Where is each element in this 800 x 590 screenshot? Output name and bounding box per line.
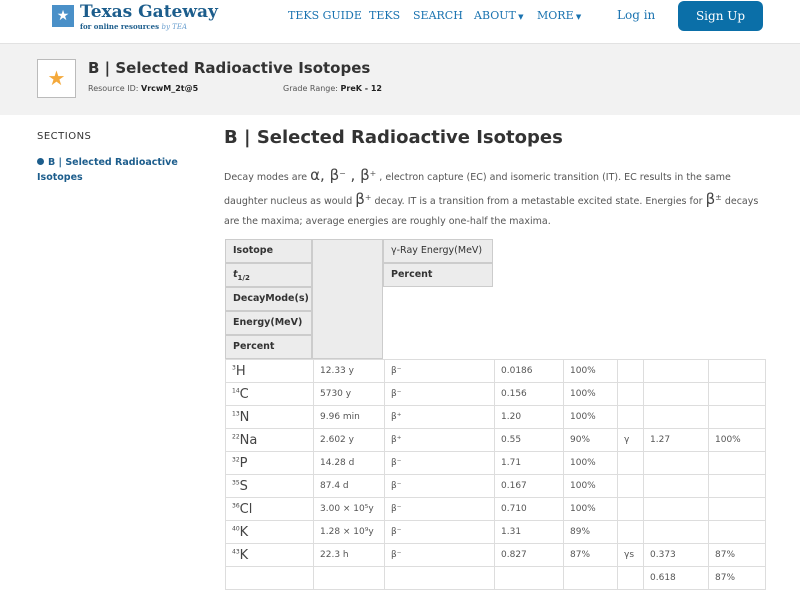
table-cell [618,521,644,544]
table-cell: β⁻ [385,452,495,475]
section-link-label: B | Selected Radioactive Isotopes [37,157,178,183]
table-cell: 0.710 [495,498,564,521]
mass-number: 3 [232,364,236,372]
table-row [226,360,766,383]
header-t: t [233,269,238,280]
table-cell [644,521,709,544]
table-cell [618,498,644,521]
table-cell: 5730 y [314,383,385,406]
table-cell [709,475,766,498]
caret-down-icon: ▼ [573,13,582,21]
header-sub: 1/2 [237,273,250,282]
intro-text: Decay modes are [224,172,311,184]
table-cell: β⁻ [385,360,495,383]
table-cell [618,383,644,406]
table-cell: 0.0186 [495,360,564,383]
header-gamma-percent: Percent [383,263,493,287]
mass-number: 22 [232,433,240,441]
element-symbol: P [239,455,248,471]
table-cell: β⁻ [385,498,495,521]
table-cell: 90% [564,429,618,452]
table-row [226,406,766,429]
mass-number: 36 [232,502,240,510]
symbol: β [705,190,716,209]
bullet-icon [37,158,44,165]
nav-search[interactable]: SEARCH [413,9,463,22]
table-cell [618,406,644,429]
mass-number: 14 [232,387,240,395]
table-row [226,498,766,521]
logo-subtitle [80,22,187,31]
table-cell: 100% [709,429,766,452]
table-cell [618,452,644,475]
isotope-cell [226,406,314,429]
table-cell: β⁻ [385,475,495,498]
mass-number: 13 [232,410,240,418]
header-spacer [312,239,383,359]
table-row [226,567,766,590]
header-gamma-energy: γ-Ray Energy(MeV) [383,239,493,263]
element-symbol: S [239,478,248,494]
table-cell [644,475,709,498]
logo-title: Texas Gateway [80,2,218,22]
table-cell [709,360,766,383]
table-cell: β⁻ [385,383,495,406]
table-cell: 87% [564,544,618,567]
table-row [226,452,766,475]
star-icon: ★ [52,5,74,27]
table-row [226,475,766,498]
element-symbol: K [239,524,249,540]
isotope-cell [226,567,314,590]
table-cell: 0.827 [495,544,564,567]
table-cell: 100% [564,406,618,429]
nav-teks[interactable]: TEKS [369,9,401,22]
nav-more[interactable] [537,9,581,22]
header-isotope: Isotope [225,239,312,263]
table-cell: 1.71 [495,452,564,475]
logo-sub-text: for online resources [80,22,160,31]
table-cell [644,452,709,475]
table-cell [709,406,766,429]
resource-id-value: VrcwM_2t@5 [141,84,199,93]
table-cell: γ [618,429,644,452]
table-cell [644,406,709,429]
table-cell: 1.20 [495,406,564,429]
table-cell [644,383,709,406]
section-title: B | Selected Radioactive Isotopes [224,127,563,148]
table-cell [709,383,766,406]
isotope-cell [226,452,314,475]
login-link[interactable]: Log in [617,8,656,22]
table-cell [618,360,644,383]
signup-button[interactable]: Sign Up [678,1,763,31]
element-symbol: Na [239,432,258,448]
mass-number: 43 [232,548,240,556]
texas-gateway-logo[interactable] [38,2,238,32]
table-cell: 0.618 [644,567,709,590]
table-cell: 100% [564,498,618,521]
table-cell: 87% [709,544,766,567]
section-link[interactable] [37,155,197,185]
table-cell [709,452,766,475]
table-row [226,521,766,544]
header-energy: Energy(MeV) [225,311,312,335]
isotope-cell [226,429,314,452]
table-row [226,383,766,406]
table-cell [564,567,618,590]
symbol: , β [345,166,370,185]
table-row [226,429,766,452]
intro-paragraph [224,164,769,232]
element-symbol: C [239,386,249,402]
table-cell: 0.55 [495,429,564,452]
intro-text: decays are the maxima; average energies are roughly one-half the maxima. [224,196,759,228]
element-symbol: Cl [239,501,253,517]
table-cell: β⁺ [385,406,495,429]
header-percent: Percent [225,335,312,359]
element-symbol: H [235,363,246,379]
table-cell: 0.373 [644,544,709,567]
mass-number: 32 [232,456,240,464]
resource-header [0,44,800,115]
table-cell: 14.28 d [314,452,385,475]
table-cell: γs [618,544,644,567]
mass-number: 40 [232,525,240,533]
table-cell: 87.4 d [314,475,385,498]
symbol: α, β [310,166,340,185]
nav-about[interactable] [474,9,523,22]
grade-range-label: Grade Range: [283,84,338,93]
logo-by-text: by TEA [161,23,187,31]
table-cell: 100% [564,475,618,498]
grade-range-value: PreK - 12 [340,84,382,93]
table-cell [618,567,644,590]
sections-heading: SECTIONS [37,131,92,142]
table-cell [314,567,385,590]
nav-about-label: ABOUT [474,9,516,22]
table-cell [644,498,709,521]
table-cell [709,521,766,544]
symbol-sup: − [339,169,346,178]
table-cell: 100% [564,360,618,383]
table-cell: 100% [564,452,618,475]
table-cell: 1.28 × 10⁹y [314,521,385,544]
table-cell: 0.156 [495,383,564,406]
top-navbar [0,0,800,44]
resource-id-label: Resource ID: [88,84,139,93]
symbol-sup: + [369,169,377,178]
grade-range [283,84,382,93]
table-cell [618,475,644,498]
resource-title: B | Selected Radioactive Isotopes [88,59,371,77]
isotope-cell [226,498,314,521]
isotope-cell [226,360,314,383]
table-cell [709,498,766,521]
isotope-cell [226,383,314,406]
table-cell: 0.167 [495,475,564,498]
symbol-sup: + [364,193,372,203]
header-decay-modes: DecayMode(s) [225,287,312,311]
table-cell [385,567,495,590]
table-cell: β⁻ [385,544,495,567]
isotope-cell [226,544,314,567]
table-cell: β⁻ [385,521,495,544]
header-half-life [225,263,312,287]
intro-text: decay. IT is a transition from a metastable excited state. Energies for [371,196,706,208]
table-cell: 89% [564,521,618,544]
table-cell: 2.602 y [314,429,385,452]
table-cell: β⁺ [385,429,495,452]
table-cell: 1.31 [495,521,564,544]
nav-teks-guide[interactable]: TEKS GUIDE [288,9,362,22]
nav-more-label: MORE [537,9,574,22]
resource-id [88,84,198,93]
mass-number: 35 [232,479,240,487]
table-cell: 9.96 min [314,406,385,429]
table-cell: 12.33 y [314,360,385,383]
table-cell [644,360,709,383]
isotope-table [225,359,766,590]
intro-text: , electron capture (EC) and isomeric transition (IT). EC results in the same daughter nucleus as would [224,172,731,208]
element-symbol: K [239,547,249,563]
symbol: β [355,190,365,209]
caret-down-icon: ▼ [515,13,524,21]
table-cell: 87% [709,567,766,590]
isotope-cell [226,475,314,498]
table-cell: 3.00 × 10⁵y [314,498,385,521]
table-cell: 1.27 [644,429,709,452]
table-row [226,544,766,567]
element-symbol: N [239,409,250,425]
table-cell: 22.3 h [314,544,385,567]
isotope-cell [226,521,314,544]
favorite-star-icon[interactable]: ★ [37,59,76,98]
table-cell [495,567,564,590]
symbol-sup: ± [715,193,722,203]
table-cell: 100% [564,383,618,406]
